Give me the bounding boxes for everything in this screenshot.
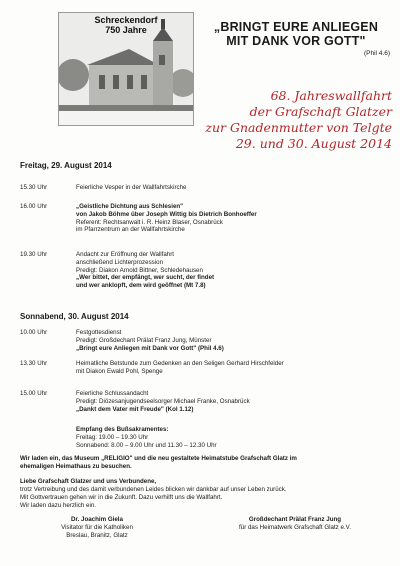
- day2-event-3: Feierliche Schlussandacht Predigt: Diözesanjugendseelsorger Michael Franke, Osnabrück „Dankt dem Vater mit Freude" (Kol 1.12): [76, 390, 250, 413]
- signature-right-name: Großdechant Prälat Franz Jung: [248, 516, 342, 523]
- closing-line-1: trotz Vertreibung und des damit verbundenen Leides blicken wir dankbar auf unser Leben zurück.: [20, 486, 287, 493]
- invitation-line-1: Wir laden ein, das Museum „RELIGIO" und die neu gestaltete Heimatstube Grafschaft Glatz im: [20, 455, 297, 462]
- signature-left-role-2: Breslau, Branitz, Glatz: [66, 531, 128, 539]
- headline-reference: (Phil 4.6): [363, 50, 390, 57]
- confession-block: [76, 426, 217, 449]
- day1-time-3: 19.30 Uhr: [20, 251, 48, 258]
- day2-time-3: 15.00 Uhr: [20, 390, 48, 397]
- day1-heading: Freitag, 29. August 2014: [20, 161, 112, 170]
- day2-heading: Sonnabend, 30. August 2014: [20, 312, 129, 321]
- confession-friday: Freitag: 19.00 – 19.30 Uhr: [76, 433, 149, 441]
- day2-time-1: 10.00 Uhr: [20, 329, 48, 336]
- day2-time-2: 13.30 Uhr: [20, 360, 48, 367]
- signature-right-role-1: für das Heimatwerk Grafschaft Glatz e.V.: [239, 523, 351, 531]
- signature-left: [22, 516, 172, 539]
- event-title-line-1: 68. Jahreswallfahrt: [270, 88, 392, 103]
- signature-left-name: Dr. Joachim Giela: [71, 516, 123, 523]
- day2-event-2: Heimatliche Betstunde zum Gedenken an den Seligen Gerhard Hirschfelder mit Diakon Ewald Pohl, Spenge: [76, 360, 284, 375]
- event-title-line-3: zur Gnadenmutter von Telgte: [205, 120, 392, 135]
- headline-line-1: „BRINGT EURE ANLIEGEN: [213, 20, 379, 34]
- day2-event-1: Festgottesdienst Predigt: Großdechant Prälat Franz Jung, Münster „Bringt eure Anliegen mit Dank vor Gott" (Phil 4.6): [76, 329, 224, 352]
- closing-greeting: Liebe Grafschaft Glatzer und uns Verbundene,: [20, 478, 157, 485]
- photo-caption-years: 750 Jahre: [105, 25, 147, 35]
- closing-line-2: Mit Gottvertrauen gehen wir in die Zukunft. Dazu verhilft uns die Wallfahrt.: [20, 494, 223, 501]
- headline: [198, 20, 394, 48]
- day1-event-2: „Geistliche Dichtung aus Schlesien" von Jakob Böhme über Joseph Wittig bis Dietrich Bonhoeffer Referent: Rechtsanwalt i. R. Heinz Blaser, Osnabrück im Pfarrzentrum an der Wallfahrtskirche: [76, 203, 257, 234]
- event-title-line-2: der Grafschaft Glatzer: [249, 104, 392, 119]
- signature-right: [205, 516, 385, 532]
- confession-saturday: Sonnabend: 8.00 – 9.00 Uhr und 11.30 – 12.30 Uhr: [76, 441, 217, 449]
- event-title-line-4: 29. und 30. August 2014: [235, 136, 392, 151]
- day1-time-2: 16.00 Uhr: [20, 203, 48, 210]
- headline-line-2: MIT DANK VOR GOTT": [226, 34, 366, 48]
- invitation-line-2: ehemaligen Heimathaus zu besuchen.: [20, 463, 132, 470]
- closing-line-3: Wir laden dazu herzlich ein.: [20, 502, 97, 509]
- day1-event-1: Feierliche Vesper in der Wallfahrtskirche: [76, 184, 187, 191]
- photo-caption-place: Schreckendorf: [94, 15, 158, 25]
- signature-left-role-1: Visitator für die Katholiken: [61, 523, 133, 531]
- confession-heading: Empfang des Bußsakramentes:: [76, 426, 169, 433]
- day1-event-3: Andacht zur Eröffnung der Wallfahrt anschließend Lichterprozession Predigt: Diakon Arnold Bittner, Schledehausen „Wer bittet, der empfängt, wer sucht, der findet und wer anklopft, dem wird geöffnet (Mt 7.8): [76, 251, 215, 290]
- day1-time-1: 15.30 Uhr: [20, 184, 48, 191]
